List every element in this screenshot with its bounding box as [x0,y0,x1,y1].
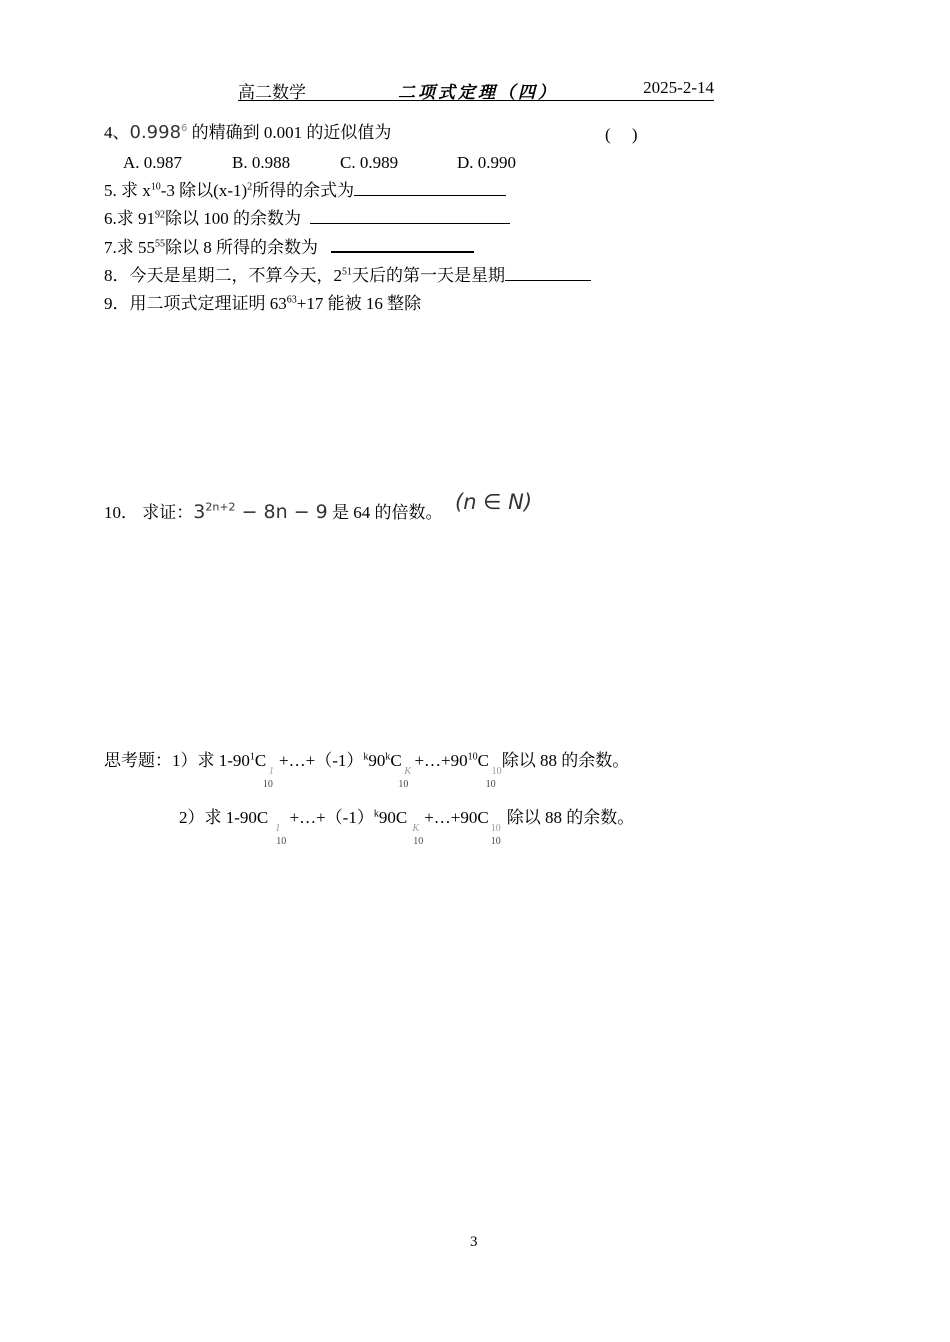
question-4: 4、0.998$^6$ 的精确到 0.001 的近似值为 [104,122,392,143]
header-topic: 二项式定理（四） [398,83,558,102]
question-6: 6.求 $91^{92}$除以 100 的余数为 [104,207,510,231]
question-7: 7.求 $55^{55}$除以 8 所得的余数为 [104,235,474,260]
question-10: 10． 求证：$3^{2n+2} - 8n - 9$ 是 64 的倍数。 [104,500,443,523]
q4-option-b: B. 0.988 [232,153,291,172]
header-subject: 高二数学 [238,83,306,102]
header-date: 2025-2-14 [643,78,714,97]
q4-option-d: D. 0.990 [457,153,517,172]
think-question-1: 思考题：1）求 $1-90^1C$ 1 10 $+\dots+(-1)^k90^kC$ K 10 $+\dots+90^{10}C$ 10 10 除以 88 的余数。 [104,751,630,790]
q4-formula: 0.998$^6$ [129,122,188,143]
question-9: 9．用二项式定理证明 $63^{63}+17$ 能被 16 整除 [104,294,422,313]
think-question-2: 2）求 1-90C 1 10 $+\dots+(-1)^k90C$ K 10 +…+90C 10 10 除以 88 的余数。 [179,808,635,847]
q7-answer-blank [331,235,474,253]
question-8: 8．今天是星期二，不算今天，$2^{51}$天后的第一天是星期 [104,264,591,288]
q4-answer-paren: ( ) [605,125,638,144]
q5-answer-blank [354,179,506,196]
question-5: 5. 求 $x^{10}-3$ 除以$(x-1)^2$所得的余式为 [104,179,506,203]
q4-option-c: C. 0.989 [340,153,399,172]
page-number: 3 [470,1234,478,1250]
q4-option-a: A. 0.987 [123,153,183,172]
q10-condition: (n ∈ N) [455,490,533,514]
q8-answer-blank [505,264,591,281]
q10-formula: $3^{2n+2} - 8n - 9$ [193,500,328,523]
q6-answer-blank [310,207,510,224]
page-header [238,78,714,101]
